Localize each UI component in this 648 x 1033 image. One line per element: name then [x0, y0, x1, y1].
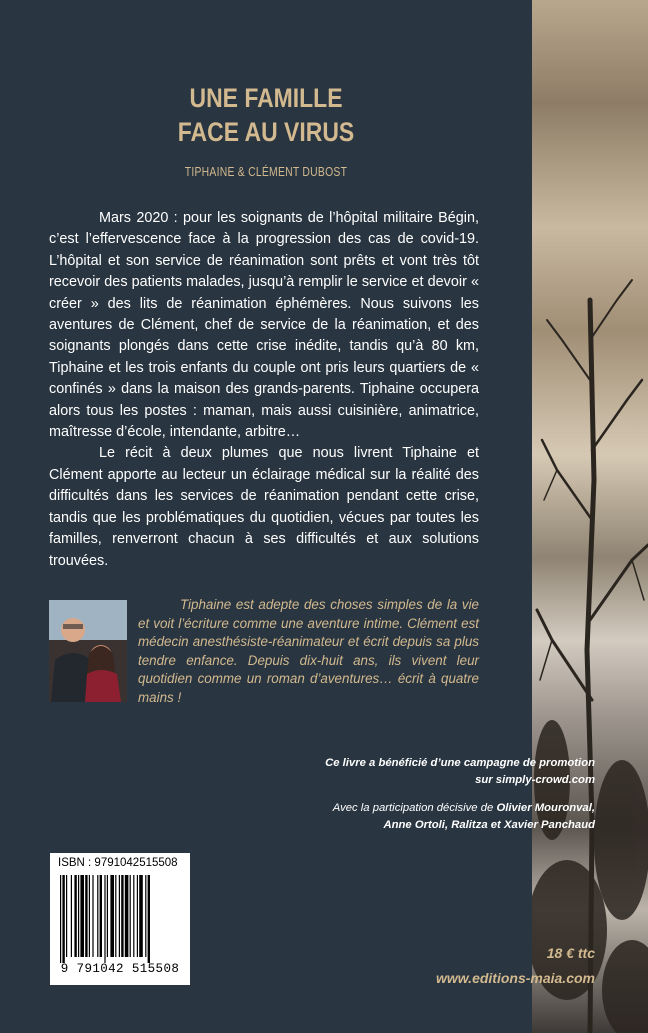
- barcode-bar: [80, 875, 84, 957]
- promo-line-2: sur simply-crowd.com: [475, 774, 595, 786]
- barcode-bar: [139, 875, 143, 957]
- barcode-bar: [78, 875, 79, 957]
- barcode-bar: [97, 875, 98, 957]
- barcode-bar: [145, 875, 146, 957]
- barcode-bar: [133, 875, 134, 957]
- barcode-bar: [148, 875, 150, 963]
- participation-names-1: Olivier Mouronval,: [496, 802, 595, 814]
- price: 18 € ttc: [546, 945, 595, 961]
- participation-prefix: Avec la participation décisive de: [332, 802, 497, 814]
- tree-silhouette-image: [532, 0, 648, 1033]
- barcode-bar: [60, 875, 61, 963]
- barcode-bar: [85, 875, 87, 957]
- barcode: [50, 853, 190, 985]
- barcode-digits: 9 791042 515508: [60, 962, 180, 976]
- barcode-bar: [89, 875, 90, 957]
- participation-text: [195, 800, 595, 834]
- blurb-paragraph-1: Mars 2020 : pour les soignants de l’hôpital militaire Bégin, c’est l’effervescence face à la progression des cas de covid-19. L’hôpital et son service de réanimation sont prêts et vont très tôt recevoir des patients malades, jusqu’à remplir le service et devoir « créer » des lits de réanimation éphémères. Nous suivons les aventures de Clément, chef de service de la réanimation, et des soignants plongés dans cette crise inédite, tandis qu’à 80 km, Tiphaine et les trois enfants du couple ont pris leurs quartiers de « confinés » dans la maison des grands-parents. Tiphaine occupera alors tous les postes : maman, mais aussi cuisinière, animatrice, maîtresse d’école, intendante, arbitre…: [49, 210, 479, 441]
- barcode-bar: [107, 875, 108, 957]
- barcode-bar: [66, 875, 67, 957]
- participation-names-2: Anne Ortoli, Ralitza et Xavier Panchaud: [383, 819, 595, 831]
- book-title-line2: FACE AU VIRUS: [177, 117, 355, 147]
- book-authors: TIPHAINE & CLÉMENT DUBOST: [184, 164, 348, 179]
- barcode-bar: [130, 875, 131, 957]
- author-bio: Tiphaine est adepte des choses simples de la vie et voit l’écriture comme une aventure intime. Clément est médecin anesthésiste-réanimateur et écrit depuis sa plus tendre enfance. Depuis dix-huit ans, ils vivent leur quotidien comme un roman d’aventures… écrit à quatre mains !: [138, 597, 479, 705]
- barcode-bar: [62, 875, 64, 963]
- barcode-bar: [121, 875, 123, 957]
- promo-line-1: Ce livre a bénéficié d’une campagne de promotion: [325, 757, 595, 769]
- blurb-paragraph-2: Le récit à deux plumes que nous livrent Tiphaine et Clément apporte au lecteur un éclairage médical sur la réalité des difficultés dans les services de réanimation pendant cette crise, tandis que les problématiques du quotidien, vécues par toutes les familles, renverront chacun à ses difficultés et aux solutions trouvées.: [49, 445, 479, 569]
- barcode-bar: [104, 875, 105, 963]
- barcode-bar: [100, 875, 102, 957]
- book-title-line1: UNE FAMILLE: [189, 83, 343, 113]
- barcode-bar: [115, 875, 116, 957]
- isbn-label: ISBN : 9791042515508: [58, 857, 178, 869]
- barcode-bar: [74, 875, 76, 957]
- barcode-bar: [137, 875, 138, 957]
- barcode-bar: [119, 875, 120, 957]
- blurb: [49, 208, 479, 572]
- barcode-bar: [92, 875, 93, 957]
- barcode-bar: [71, 875, 72, 957]
- barcode-bar: [125, 875, 129, 957]
- barcode-bar: [110, 875, 114, 957]
- barcode-bars: [60, 875, 180, 963]
- website: www.editions-maia.com: [436, 970, 595, 986]
- author-photo: [49, 600, 127, 702]
- promo-text: [195, 755, 595, 789]
